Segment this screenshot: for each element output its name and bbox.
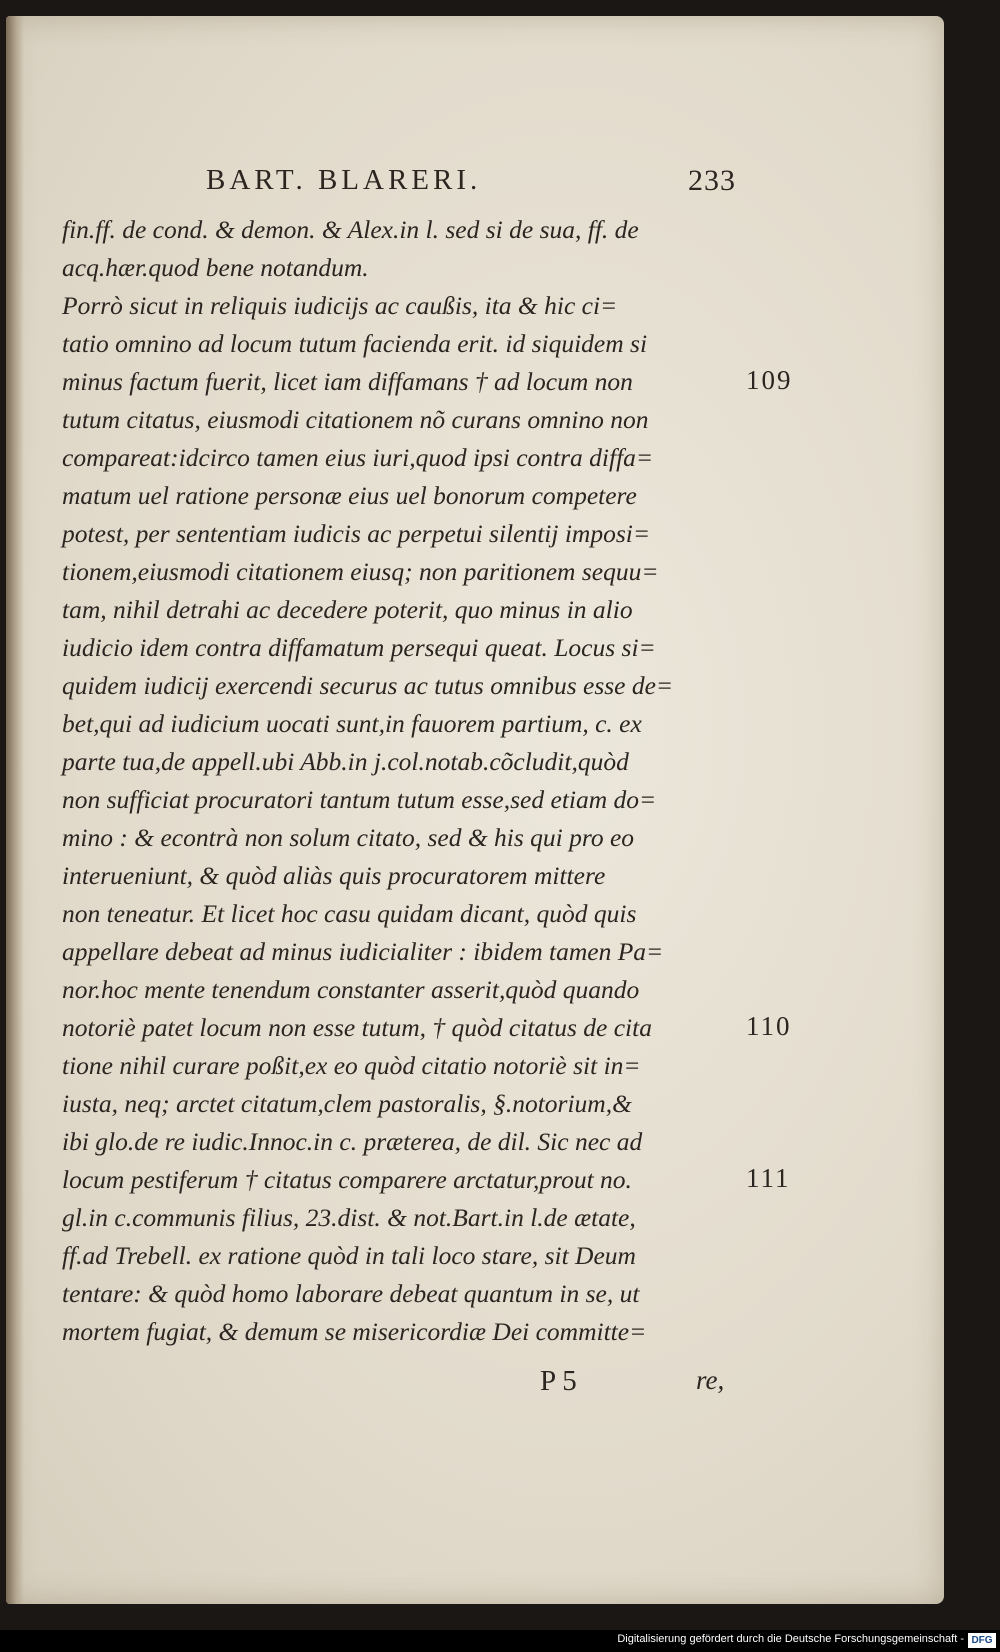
text-line: ff.ad Trebell. ex ratione quòd in tali loco stare, sit Deum <box>62 1241 636 1270</box>
text-line: gl.in c.communis filius, 23.dist. & not.Bart.in l.de ætate, <box>62 1203 636 1232</box>
text-line: parte tua,de appell.ubi Abb.in j.col.notab.cõcludit,quòd <box>62 747 629 776</box>
text-line: tutum citatus, eiusmodi citationem nõ curans omnino non <box>62 405 649 434</box>
text-line: non sufficiat procuratori tantum tutum esse,sed etiam do= <box>62 785 657 814</box>
text-line: compareat:idcirco tamen eius iuri,quod ipsi contra diffa= <box>62 443 654 472</box>
text-line: minus factum fuerit, licet iam diffamans † ad locum non <box>62 367 633 396</box>
text-line: quidem iudicij exercendi securus ac tutus omnibus esse de= <box>62 671 674 700</box>
running-head: BART. BLARERI. <box>206 164 482 196</box>
text-line: Porrò sicut in reliquis iudicijs ac caußis, ita & hic ci= <box>62 291 618 320</box>
margin-note-number: 111 <box>746 1163 791 1193</box>
signature-mark: P 5 <box>540 1365 577 1397</box>
text-line: fin.ff. de cond. & demon. & Alex.in l. sed si de sua, ff. de <box>62 215 639 244</box>
text-line: tatio omnino ad locum tutum facienda erit. id siquidem si <box>62 329 648 358</box>
page-spine-shadow <box>6 16 24 1604</box>
text-line: ibi glo.de re iudic.Innoc.in c. præterea, de dil. Sic nec ad <box>62 1127 643 1156</box>
text-line: bet,qui ad iudicium uocati sunt,in fauorem partium, c. ex <box>62 709 642 738</box>
text-line: tionem,eiusmodi citationem eiusq; non paritionem sequu= <box>62 557 659 586</box>
text-line: mino : & econtrà non solum citato, sed & his qui pro eo <box>62 823 635 852</box>
text-line: notoriè patet locum non esse tutum, † quòd citatus de cita <box>62 1013 652 1042</box>
page-number: 233 <box>688 164 736 197</box>
text-line: potest, per sententiam iudicis ac perpetui silentij imposi= <box>62 519 651 548</box>
text-line: iudicio idem contra diffamatum persequi queat. Locus si= <box>62 633 656 662</box>
text-line: appellare debeat ad minus iudicialiter : ibidem tamen Pa= <box>62 937 664 966</box>
text-line: locum pestiferum † citatus comparere arctatur,prout no. <box>62 1165 632 1194</box>
text-line: iusta, neq; arctet citatum,clem pastoralis, §.notorium,& <box>62 1089 632 1118</box>
text-line: tione nihil curare poßit,ex eo quòd citatio notoriè sit in= <box>62 1051 641 1080</box>
margin-note-number: 109 <box>746 365 793 395</box>
dfg-logo-icon: DFG <box>968 1633 996 1648</box>
text-line: interueniunt, & quòd aliàs quis procuratorem mittere <box>62 861 606 890</box>
digitization-footer <box>0 1630 1000 1652</box>
footer-credit: Digitalisierung gefördert durch die Deutsche Forschungsgemeinschaft - <box>617 1633 964 1645</box>
text-line: nor.hoc mente tenendum constanter asserit,quòd quando <box>62 975 640 1004</box>
margin-note-number: 110 <box>746 1011 792 1041</box>
text-line: mortem fugiat, & demum se misericordiæ Dei committe= <box>62 1317 647 1346</box>
text-line: acq.hær.quod bene notandum. <box>62 253 369 282</box>
text-line: tam, nihil detrahi ac decedere poterit, quo minus in alio <box>62 595 633 624</box>
body-text <box>62 211 742 1351</box>
text-line: matum uel ratione personæ eius uel bonorum competere <box>62 481 637 510</box>
text-line: non teneatur. Et licet hoc casu quidam dicant, quòd quis <box>62 899 637 928</box>
page-header <box>206 164 736 204</box>
text-line: tentare: & quòd homo laborare debeat quantum in se, ut <box>62 1279 640 1308</box>
catchword: re, <box>696 1365 725 1395</box>
book-page <box>6 16 944 1604</box>
